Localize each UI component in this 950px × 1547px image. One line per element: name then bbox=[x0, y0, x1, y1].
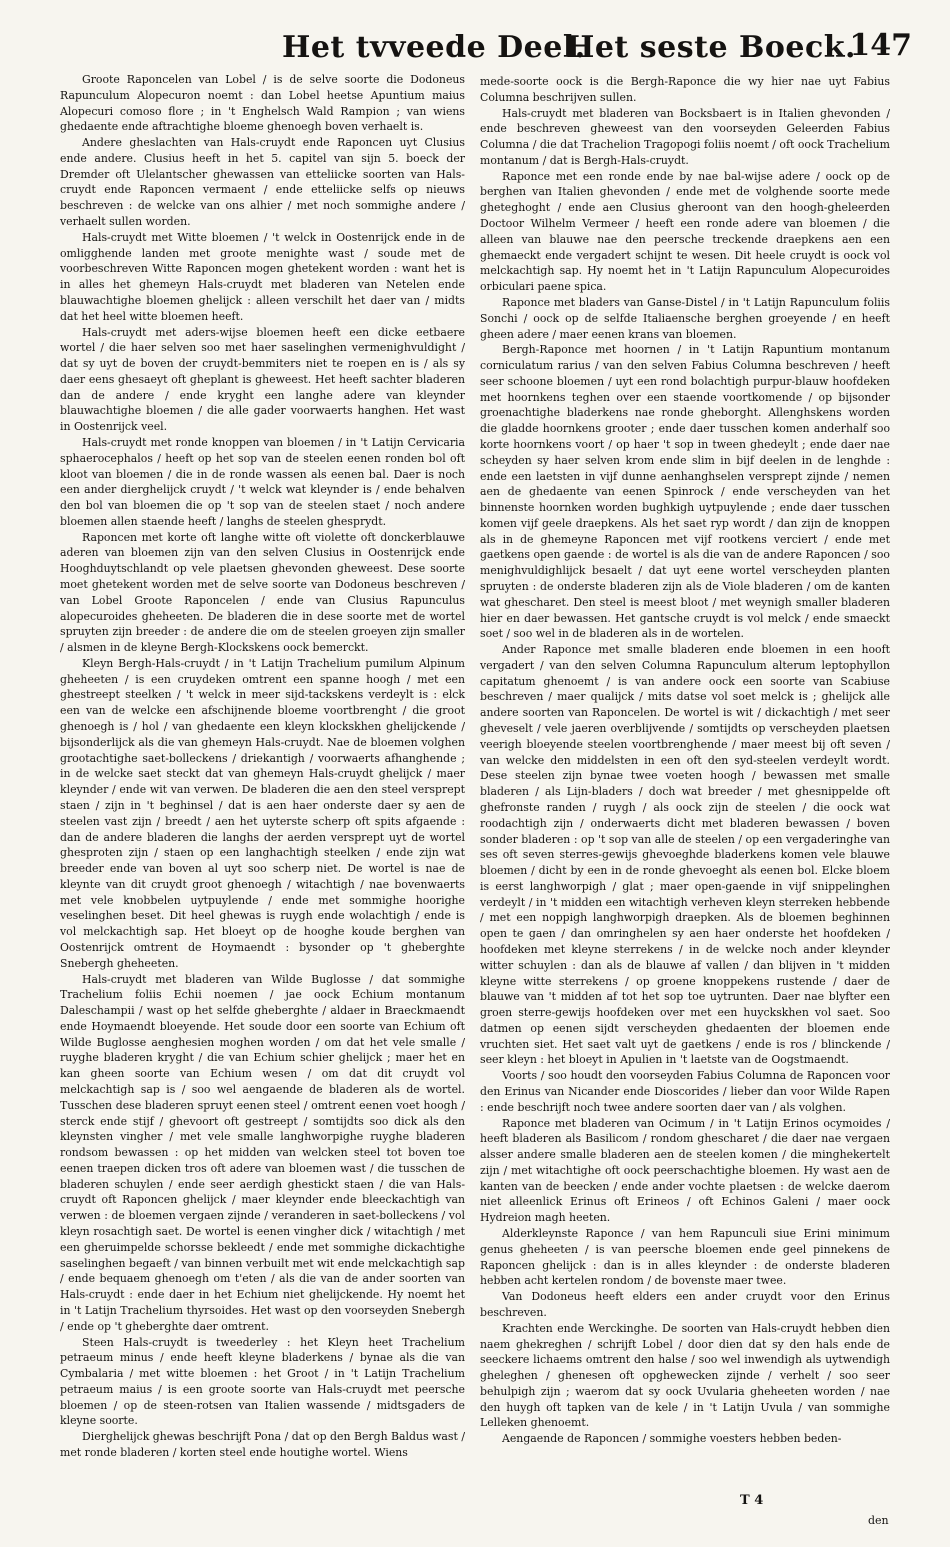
header-part-title: Het tvveede Deel. bbox=[282, 30, 586, 65]
header-book-title: Het seste Boeck. bbox=[566, 30, 856, 65]
paragraph: Raponce met bladers van Ganse-Distel / in 't Latijn Rapunculum foliis Sonchi / oock op de selfde Italiaensche berghen groeyende / en heeft gheen adere / maer eenen krans van bloemen. bbox=[480, 295, 890, 341]
left-column bbox=[60, 72, 465, 1461]
paragraph: Andere gheslachten van Hals-cruydt ende Raponcen uyt Clusius ende andere. Clusius heeft in het 5. capitel van sijn 5. boeck der Dremder oft Ulelantscher ghewassen van etteliicke soorten van Hals-cruydt ende Raponcen vermaent / ende etteliicke selfs op nieuws beschreven : de welcke van ons alhier / met noch sommighe andere / verhaelt sullen worden. bbox=[60, 136, 465, 229]
right-column bbox=[480, 74, 890, 1447]
paragraph: Hals-cruydt met ronde knoppen van bloemen / in 't Latijn Cervicaria sphaerocephalos / heeft op het sop van de steelen eenen ronden bol oft kloot van bloemen / die in de ronde wassen als eenen bal. Daer is noch een ander dierghelijck cruydt / 't welck wat kleynder is / ende behalven den bol van bloemen die op 't sop van de steelen staet / noch andere bloemen allen staende heeft / langhs de steelen ghesprydt. bbox=[60, 435, 465, 528]
paragraph: Hals-cruydt met aders-wijse bloemen heeft een dicke eetbaere wortel / die haer selven soo met haer saselinghen vermenighvuldight / dat sy uyt de boven der cruydt-bemmiters niet te roepen en is / als sy daer eens ghesaeyt oft gheplant is gheweest. Het heeft sachter bladeren dan de andere / ende kryght een langhe adere van kleynder blauwachtighe bloemen / die alle gader voorwaerts hanghen. Het wast in Oostenrijck veel. bbox=[60, 325, 465, 434]
paragraph: Ander Raponce met smalle bladeren ende bloemen in een hooft vergadert / van den selven Columna Rapunculum alterum leptophyllon capitatum ghenoemt / is van andere oock een soorte van Scabiuse beschreven / maer qualijck / mits datse vol soet melck is ; ghelijck alle andere soorten van Raponcelen. De wortel is wit / dickachtigh / met seer gheveselt / vele jaeren overblijvende / somtijdts op verscheyden plaetsen veerigh bloeyende steelen voortbrenghende / maer meest bij oft seven / van welcke den middelsten in een oft den syd-steelen verdeylt wordt. Dese steelen zijn bynae twee voeten hoogh / bewassen met smalle bladeren / als Lijn-bladers / doch wat breeder / met ghesnippelde oft ghefronste randen / ruygh / als oock zijn de steelen / die oock wat roodachtigh zijn / onderwaerts dicht met bladeren bewassen / boven sonder bladeren : op 't sop van alle de steelen / op een vergaderinghe van ses oft seven sterres-gewijs ghevoeghde bladerkens komen vele blauwe bloemen / dicht by een in de ronde ghevoeght als eenen bol. Elcke bloem is eerst langhworpigh / glat ; maer open-gaende in vijf snippelinghen verdeylt / in 't midden een witachtigh verheven kleyn sterreken hebbende / met een noppigh langhworpigh draepken. Als de bloemen beghinnen open te gaen / dan omringhelen sy aen haer onderste het hoofdeken / hoofdeken met kleyne sterrekens / in de welcke noch ander kleynder witter schuylen : dan als de blauwe af vallen / dan blijven in 't midden kleyne witte sterrekens / op groene knoppekens rustende / daer de blauwe van 't midden af tot het sop toe uytrunten. Daer nae blyfter een groen sterre-gewijs hoofdeken over met een huyckskhen vol saet. Soo datmen op eenen sijdt verscheyden ghedaenten der bloemen ende vruchten siet. Het saet valt uyt de gaetkens / ende is ros / blinckende / seer kleyn : het bloeyt in Apulien in 't laetste van de Oogstmaendt. bbox=[480, 643, 890, 1067]
paragraph: Van Dodoneus heeft elders een ander cruydt voor den Erinus beschreven. bbox=[480, 1290, 890, 1319]
paragraph: Alderkleynste Raponce / van hem Rapunculi siue Erini minimum genus gheheeten / is van peersche bloemen ende geel pinnekens de Raponcen ghelijck : dan is in alles kleynder : de onderste bladeren hebben acht kertelen rondom / de bovenste maer twee. bbox=[480, 1227, 890, 1288]
paragraph: Aengaende de Raponcen / sommighe voesters hebben beden- bbox=[502, 1432, 842, 1446]
paragraph: Voorts / soo houdt den voorseyden Fabius Columna de Raponcen voor den Erinus van Nicander ende Dioscorides / lieber dan voor Wilde Rapen : ende beschrijft noch twee andere soorten daer van / als volghen. bbox=[480, 1069, 890, 1114]
running-header bbox=[60, 26, 914, 70]
signature-mark: T 4 bbox=[740, 1493, 764, 1508]
paragraph: Groote Raponcelen van Lobel / is de selve soorte die Dodoneus Rapunculum Alopecuron noemt : dan Lobel heetse Apuntium maius Alopecuri comoso flore ; in 't Enghelsch Wald Rampion ; van wiens ghedaente ende aftrachtighe bloeme ghenoegh boven verhaelt is. bbox=[60, 73, 465, 134]
paragraph: Raponce met een ronde ende by nae bal-wijse adere / oock op de berghen van Italien ghevonden / ende met de volghende soorte mede gheteghoght / ende aen Clusius gheroont van den hoogh-gheleerden Doctoor Wilhelm Vermeer / heeft een ronde adere van bloemen / die alleen van blauwe nae den peersche treckende draepkens aen een ghemaeckt ende vergadert schijnt te wesen. Dit heele cruydt is oock vol melckachtigh sap. Hy noemt het in 't Latijn Rapunculum Alopecuroides orbiculari paene spica. bbox=[480, 169, 890, 294]
paragraph: Hals-cruydt met bladeren van Bocksbaert is in Italien ghevonden / ende beschreven gheweest van den voorseyden Geleerden Fabius Columna / die dat Trachelion Tragopogi foliis noemt / oft oock Trachelium montanum / dat is Bergh-Hals-cruydt. bbox=[480, 106, 890, 167]
paragraph: Dierghelijck ghewas beschrijft Pona / dat op den Bergh Baldus wast / met ronde bladeren / korten steel ende houtighe wortel. Wiens bbox=[60, 1430, 465, 1459]
paragraph: Raponcen met korte oft langhe witte oft violette oft donckerblauwe aderen van bloemen zijn van den selven Clusius in Oostenrijck ende Hooghduytschlandt op vele plaetsen ghevonden gheweest. Dese soorte moet ghetekent worden met de selve soorte van Dodoneus beschreven / van Lobel Groote Raponcelen / ende van Clusius Rapunculus alopecuroides gheheeten. De bladeren die in dese soorte met de wortel spruyten zijn breeder : de andere die om de steelen groeyen zijn smaller / alsmen in de kleyne Bergh-Klockskens oock bemerckt. bbox=[60, 530, 465, 655]
paragraph: Bergh-Raponce met hoornen / in 't Latijn Rapuntium montanum corniculatum rarius / van den selven Fabius Columna beschreven / heeft seer schoone bloemen / uyt een rond bolachtigh purpur-blauw hoofdeken met hoornkens teghen over een staende voortkomende / op bijsonder groenachtighe bladerkens nae ronde gheborght. Allenghskens worden die gladde hoornkens grooter ; ende daer tusschen komen anderhalf soo korte hoornkens voort / op haer 't sop in tween ghedeylt ; ende daer nae scheyden sy haer selven krom ende slim in bijf deelen in de lenghde : ende een laetsten in vijf dunne aenhanghselen versprept zijnde / nemen aen de ghedaente van eenen Spinrock / ende verscheyden van het binnenste hoornken worden bughkigh uytpuylende ; ende daer tusschen komen vijf geele draepkens. Als het saet ryp wordt / dan zijn de knoppen als in de ghemeyne Raponcen met vijf rootkens verciert / ende met gaetkens open gaende : de wortel is als die van de andere Raponcen / soo menighvuldighlijck besaelt / dat uyt eene wortel verscheyden planten spruyten : de onderste bladeren zijn als de Viole bladeren / om de kanten wat ghescharet. Den steel is meest bloot / met weynigh smaller bladeren hier en daer bewassen. Het gantsche cruydt is vol melck / ende smaeckt soet / soo wel in de bladeren als in de wortelen. bbox=[480, 343, 890, 641]
paragraph: Krachten ende Werckinghe. De soorten van Hals-cruydt hebben dien naem ghekreghen / schrijft Lobel / door dien dat sy den hals ende de seeckere lichaems omtrent den halse / soo wel inwendigh als uytwendigh gheleghen / ghenesen oft opghewecken zijnde / verhelt / soo seer behulpigh zijn ; waerom dat sy oock Uvularia gheheeten worden / nae den huygh oft tapken van de kele / in 't Latijn Uvula / van sommighe Lelleken ghenoemt. bbox=[480, 1321, 890, 1430]
paragraph: Steen Hals-cruydt is tweederley : het Kleyn heet Trachelium petraeum minus / ende heeft kleyne bladerkens / bynae als die van Cymbalaria / met witte bloemen : het Groot / in 't Latijn Trachelium petraeum maius / is een groote soorte van Hals-cruydt met peersche bloemen / op de steen-rotsen van Italien wassende / midtsgaders de kleyne soorte. bbox=[60, 1335, 465, 1428]
paragraph: Kleyn Bergh-Hals-cruydt / in 't Latijn Trachelium pumilum Alpinum gheheeten / is een cruydeken omtrent een spanne hoogh / met een ghestreept steelken / 't welck in meer sijd-tackskens verdeylt is : elck een van de welcke een afschijnende bloeme voortbrenght / die groot ghenoegh is / hol / van ghedaente een kleyn klockskhen ghelijckende / bijsonderlijck als die van ghemeyn Hals-cruydt. Nae de bloemen volghen grootachtighe saet-bolleckens / driekantigh / voorwaerts afhanghende ; in de welcke saet steckt dat van ghemeyn Hals-cruydt ghelijck / maer kleynder / ende wit van verwen. De bladeren die aen den steel versprept staen / zijn in 't beghinsel / dat is aen haer onderste daer sy aen de steelen vast zijn / breedt / aen het uyterste scherp oft spits afgaende : dan de andere bladeren die langhs der aerden versprept uyt de wortel ghesproten zijn / staen op een langhachtigh steelken / ende zijn wat breeder ende van boven al uyt soo scherp niet. De wortel is nae de kleynte van dit cruydt groot ghenoegh / witachtigh / nae bovenwaerts met vele knobbelen uytpuylende / ende met sommighe hoorighe veselinghen beset. Dit heel ghewas is ruygh ende wolachtigh / ende is vol melckachtigh sap. Het bloeyt op de hooghe koude berghen van Oostenrijck omtrent de Hoymaendt : bysonder op 't gheberghte Snebergh gheheeten. bbox=[60, 656, 465, 970]
paragraph: Hals-cruydt met bladeren van Wilde Buglosse / dat sommighe Trachelium foliis Echii noemen / jae oock Echium montanum Daleschampii / wast op het selfde gheberghte / aldaer in Braeckmaendt ende Hoymaendt bloeyende. Het soude door een soorte van Echium oft Wilde Buglosse aenghesien moghen worden / om dat het vele smalle / ruyghe bladeren kryght / die van Echium schier ghelijck ; maer het en kan gheen soorte van Echium wesen / om dat dit cruydt vol melckachtigh sap is / soo wel aengaende de bladeren als de wortel. Tusschen dese bladeren spruyt eenen steel / omtrent eenen voet hoogh / sterck ende stijf / ghevoort oft gestreept / somtijdts soo dick als den kleynsten vingher / met vele smalle langhworpighe ruyghe bladeren rondsom bewassen : op het midden van welcken steel tot boven toe eenen traepen dicken tros oft adere van bloemen wast / die tusschen de bladeren schuylen / ende seer aerdigh ghestickt staen / die van Hals-cruydt oft Raponcen ghelijck / maer kleynder ende bleeckachtigh van verwen : de bloemen vergaen zijnde / veranderen in saet-bolleckens / vol kleyn rosachtigh saet. De wortel is eenen vingher dick / witachtigh / met een gheruimpelde schorsse bekleedt / ende met sommighe dickachtighe saselinghen begaeft / van binnen verbuilt met wit ende melckachtigh sap / ende bequaem ghenoegh om t'eten / als die van de ander soorten van Hals-cruydt : ende daer in het Echium niet ghelijckende. Hy noemt het in 't Latijn Trachelium thyrsoides. Het wast op den voorseyden Snebergh / ende op 't gheberghte daer omtrent. bbox=[60, 972, 465, 1333]
page-number: 147 bbox=[849, 28, 912, 63]
catchword: den bbox=[868, 1514, 889, 1527]
paragraph: mede-soorte oock is die Bergh-Raponce die wy hier nae uyt Fabius Columna beschrijven sullen. bbox=[480, 75, 890, 104]
paragraph: Raponce met bladeren van Ocimum / in 't Latijn Erinos ocymoides / heeft bladeren als Basilicom / rondom ghescharet / die daer nae vergaen alsser andere smalle bladeren aen de steelen komen / die minghekertelt zijn / met witachtighe oft oock peerschachtighe bloemen. Hy wast aen de kanten van de beecken / ende ander vochte plaetsen : de welcke daerom niet alleenlick Erinus oft Erineos / oft Echinos Galeni / maer oock Hydreion magh heeten. bbox=[480, 1116, 890, 1225]
paragraph: Hals-cruydt met Witte bloemen / 't welck in Oostenrijck ende in de omligghende landen met groote menighte wast / soude met de voorbeschreven Witte Raponcen mogen ghetekent worden : want het is in alles het ghemeyn Hals-cruydt met bladeren van Netelen ende blauwachtighe bloemen ghelijck : alleen verschilt het daer van / midts dat het heel witte bloemen heeft. bbox=[60, 230, 465, 323]
